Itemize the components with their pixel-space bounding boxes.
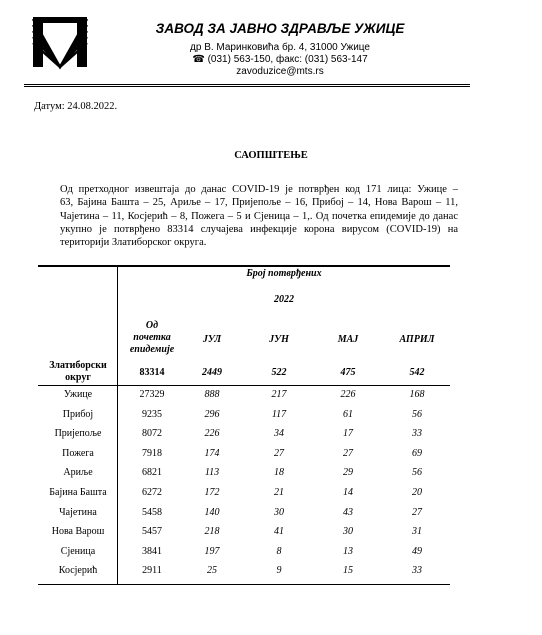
paragraph-line: Чајетина – 11, Косјерић – 8, Пожега – 5 и Сјеница – 1,. Од почетка епидемије до данас (60, 210, 458, 222)
row-name: Ариље (63, 467, 93, 478)
table-cell: 29 (343, 467, 353, 478)
table-cell: 8 (276, 546, 282, 557)
table-cell: 117 (271, 409, 287, 420)
table-cell: 888 (204, 389, 220, 400)
document-heading: САОПШТЕЊЕ (234, 150, 308, 161)
table-cell: 41 (274, 526, 284, 537)
table-cell: 5457 (142, 526, 162, 537)
paragraph-line: укупно је потврђено 83314 случајева инфекције корона вирусом (COVID-19) на (60, 223, 458, 235)
table-cell: 27 (343, 448, 353, 459)
institution-name: ЗАВОД ЗА ЈАВНО ЗДРАВЉЕ УЖИЦЕ (155, 21, 405, 36)
table-cell: 296 (204, 409, 220, 420)
table-cell: 21 (274, 487, 284, 498)
table-cell: 9 (276, 565, 282, 576)
table-cell: 15 (343, 565, 353, 576)
table-cell: 56 (412, 467, 422, 478)
table-cell: 27 (274, 448, 284, 459)
table-cell: 140 (204, 507, 220, 518)
table-cell: 61 (343, 409, 353, 420)
table-cell: 18 (274, 467, 284, 478)
table-cell: 2911 (142, 565, 162, 576)
table-cell: 30 (274, 507, 284, 518)
table-cell: 168 (409, 389, 425, 400)
institution-email: zavoduzice@mts.rs (236, 66, 324, 77)
column-header: Од почетка епидемије (129, 320, 175, 355)
table-cell: 43 (343, 507, 353, 518)
table-cell: 27 (412, 507, 422, 518)
row-name: Бајина Башта (49, 487, 107, 498)
table-cell: 217 (271, 389, 287, 400)
column-header: АПРИЛ (399, 334, 435, 345)
column-header: МАЈ (337, 334, 359, 345)
table-cell: 30 (343, 526, 353, 537)
table-divider (117, 266, 118, 584)
row-name: Нова Варош (51, 526, 105, 537)
table-cell: 25 (207, 565, 217, 576)
row-name: Пријепоље (54, 428, 102, 439)
row-name: Прибој (62, 409, 94, 420)
total-cell: 522 (271, 367, 287, 378)
table-cell: 17 (343, 428, 353, 439)
header-rule-2 (24, 86, 470, 87)
table-cell: 8072 (142, 428, 162, 439)
table-cell: 13 (343, 546, 353, 557)
table-cell: 218 (204, 526, 220, 537)
table-total-rule (38, 385, 450, 386)
institution-address: др В. Маринковића бр. 4, 31000 Ужице (190, 42, 370, 53)
table-cell: 3841 (142, 546, 162, 557)
group-header: Број потврђених (246, 268, 322, 279)
table-cell: 31 (412, 526, 422, 537)
table-cell: 69 (412, 448, 422, 459)
table-cell: 6272 (142, 487, 162, 498)
table-cell: 56 (412, 409, 422, 420)
header-rule (24, 84, 470, 85)
table-cell: 5458 (142, 507, 162, 518)
institute-logo (31, 15, 89, 71)
announcement-paragraph (60, 183, 458, 249)
table-cell: 7918 (142, 448, 162, 459)
table-cell: 174 (204, 448, 220, 459)
table-cell: 27329 (139, 389, 165, 400)
row-name: Пожега (62, 448, 94, 459)
paragraph-line: територији Златиборског округа. (60, 237, 207, 249)
total-cell: 475 (340, 367, 356, 378)
table-cell: 9235 (142, 409, 162, 420)
table-cell: 33 (412, 428, 422, 439)
table-cell: 6821 (142, 467, 162, 478)
table-cell: 226 (204, 428, 220, 439)
table-cell: 34 (274, 428, 284, 439)
table-cell: 14 (343, 487, 353, 498)
row-name: Чајетина (59, 507, 97, 518)
table-cell: 33 (412, 565, 422, 576)
total-cell: 2449 (202, 367, 222, 378)
table-cell: 113 (204, 467, 220, 478)
document-date: Датум: 24.08.2022. (34, 101, 118, 112)
total-cell: 542 (409, 367, 425, 378)
total-cell: 83314 (139, 367, 165, 378)
table-cell: 20 (412, 487, 422, 498)
table-top-rule (38, 265, 450, 267)
column-header: ЈУЛ (202, 334, 222, 345)
table-cell: 197 (204, 546, 220, 557)
row-name: Ужице (63, 389, 93, 400)
paragraph-line: Од претходног извештаја до данас COVID-19 је потврђен код 171 лица: Ужице – (60, 184, 458, 195)
row-name: Косјерић (58, 565, 98, 576)
year-header: 2022 (274, 294, 294, 305)
row-name: Сјеница (60, 546, 96, 557)
table-bottom-rule (38, 584, 450, 585)
total-row-name: Златиборски округ (49, 360, 107, 383)
table-cell: 49 (412, 546, 422, 557)
paragraph-line: 63, Бајина Башта – 25, Ариље – 17, Пријепоље – 16, Прибој – 14, Нова Варош – 11, (60, 197, 458, 209)
table-cell: 226 (340, 389, 356, 400)
table-cell: 172 (204, 487, 220, 498)
institution-phone: ☎ (031) 563-150, факс: (031) 563-147 (192, 54, 368, 65)
column-header: ЈУН (269, 334, 289, 345)
